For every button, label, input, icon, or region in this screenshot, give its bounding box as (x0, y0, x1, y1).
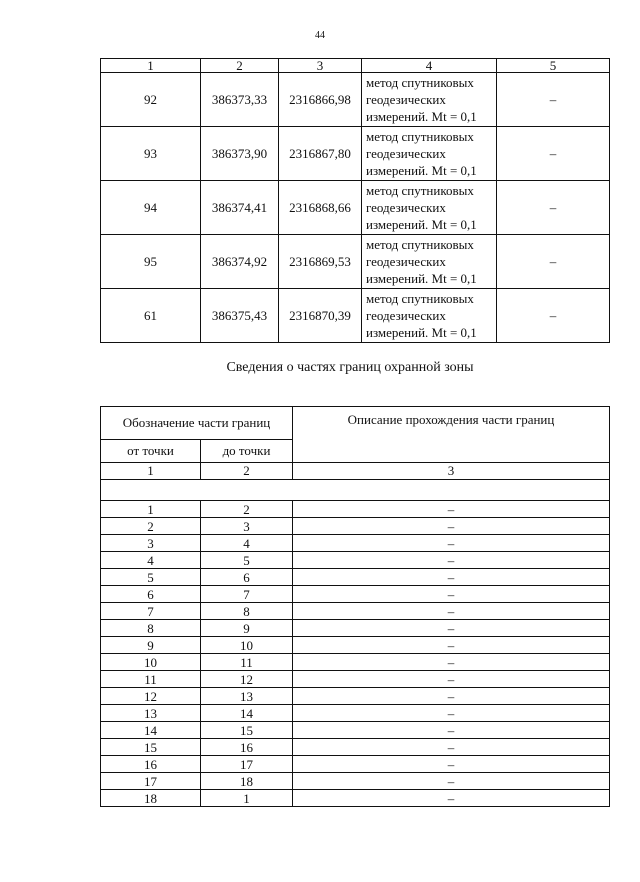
boundary-part-row (101, 654, 610, 671)
column-number: 1 (101, 463, 201, 480)
method-cell (362, 181, 497, 235)
method-line: измерений. Mt = 0,1 (366, 217, 477, 232)
description-cell: – (293, 552, 610, 569)
boundary-part-row (101, 620, 610, 637)
method-line: геодезических (366, 92, 446, 107)
from-point-cell: 10 (101, 654, 201, 671)
note-cell: – (497, 73, 610, 127)
from-point-cell: 4 (101, 552, 201, 569)
note-cell: – (497, 235, 610, 289)
method-cell (362, 235, 497, 289)
y-coordinate-cell: 2316870,39 (279, 289, 362, 343)
to-point-cell: 3 (201, 518, 293, 535)
method-line: измерений. Mt = 0,1 (366, 271, 477, 286)
description-cell: – (293, 569, 610, 586)
y-coordinate-cell: 2316868,66 (279, 181, 362, 235)
method-line: метод спутниковых (366, 183, 474, 198)
from-point-cell: 12 (101, 688, 201, 705)
y-coordinate-cell: 2316867,80 (279, 127, 362, 181)
boundary-part-row (101, 773, 610, 790)
coords-row (101, 73, 610, 127)
parts-header-row (101, 407, 610, 440)
coords-header-cell: 4 (362, 59, 497, 73)
boundary-part-row (101, 739, 610, 756)
boundary-part-row (101, 603, 610, 620)
parts-empty-row (101, 480, 610, 501)
page-number: 44 (315, 30, 325, 41)
from-point-cell: 9 (101, 637, 201, 654)
method-cell (362, 289, 497, 343)
to-point-cell: 1 (201, 790, 293, 807)
description-cell: – (293, 705, 610, 722)
description-cell: – (293, 722, 610, 739)
y-coordinate-cell: 2316866,98 (279, 73, 362, 127)
boundary-part-row (101, 535, 610, 552)
coords-row (101, 289, 610, 343)
x-coordinate-cell: 386373,90 (201, 127, 279, 181)
x-coordinate-cell: 386374,41 (201, 181, 279, 235)
from-point-header: от точки (101, 440, 201, 463)
method-cell (362, 73, 497, 127)
column-number: 3 (293, 463, 610, 480)
to-point-cell: 16 (201, 739, 293, 756)
from-point-cell: 18 (101, 790, 201, 807)
description-cell: – (293, 773, 610, 790)
boundary-part-row (101, 586, 610, 603)
y-coordinate-cell: 2316869,53 (279, 235, 362, 289)
description-cell: – (293, 501, 610, 518)
from-point-cell: 6 (101, 586, 201, 603)
note-cell: – (497, 127, 610, 181)
boundary-parts-table (100, 406, 610, 807)
method-line: метод спутниковых (366, 129, 474, 144)
to-point-cell: 15 (201, 722, 293, 739)
point-cell: 94 (101, 181, 201, 235)
from-point-cell: 7 (101, 603, 201, 620)
to-point-cell: 4 (201, 535, 293, 552)
method-line: измерений. Mt = 0,1 (366, 109, 477, 124)
description-cell: – (293, 756, 610, 773)
to-point-cell: 13 (201, 688, 293, 705)
boundary-part-row (101, 501, 610, 518)
x-coordinate-cell: 386375,43 (201, 289, 279, 343)
from-point-cell: 15 (101, 739, 201, 756)
from-point-cell: 16 (101, 756, 201, 773)
to-point-cell: 2 (201, 501, 293, 518)
to-point-cell: 9 (201, 620, 293, 637)
empty-cell (101, 480, 610, 501)
description-cell: – (293, 637, 610, 654)
note-cell: – (497, 181, 610, 235)
method-line: метод спутниковых (366, 291, 474, 306)
to-point-cell: 18 (201, 773, 293, 790)
to-point-header: до точки (201, 440, 293, 463)
to-point-cell: 17 (201, 756, 293, 773)
from-point-cell: 1 (101, 501, 201, 518)
boundary-part-row (101, 637, 610, 654)
to-point-cell: 7 (201, 586, 293, 603)
coords-header-row (101, 59, 610, 73)
boundary-part-row (101, 790, 610, 807)
boundary-part-row (101, 518, 610, 535)
coords-row (101, 181, 610, 235)
boundary-part-row (101, 569, 610, 586)
method-line: геодезических (366, 308, 446, 323)
description-cell: – (293, 790, 610, 807)
to-point-cell: 11 (201, 654, 293, 671)
description-cell: – (293, 535, 610, 552)
boundary-part-row (101, 671, 610, 688)
section-title: Сведения о частях границ охранной зоны (226, 360, 474, 375)
coords-header-cell: 5 (497, 59, 610, 73)
method-line: измерений. Mt = 0,1 (366, 325, 477, 340)
point-cell: 61 (101, 289, 201, 343)
method-line: измерений. Mt = 0,1 (366, 163, 477, 178)
description-cell: – (293, 671, 610, 688)
from-point-cell: 3 (101, 535, 201, 552)
description-cell: – (293, 620, 610, 637)
description-cell: – (293, 518, 610, 535)
method-line: геодезических (366, 146, 446, 161)
from-point-cell: 2 (101, 518, 201, 535)
from-point-cell: 17 (101, 773, 201, 790)
to-point-cell: 10 (201, 637, 293, 654)
from-point-cell: 11 (101, 671, 201, 688)
boundary-part-row (101, 552, 610, 569)
description-cell: – (293, 603, 610, 620)
description-header: Описание прохождения части границ (293, 407, 610, 463)
description-cell: – (293, 654, 610, 671)
to-point-cell: 12 (201, 671, 293, 688)
parts-column-numbers-row (101, 463, 610, 480)
from-point-cell: 5 (101, 569, 201, 586)
boundary-part-row (101, 705, 610, 722)
to-point-cell: 6 (201, 569, 293, 586)
designation-header: Обозначение части границ (101, 407, 293, 440)
coords-row (101, 127, 610, 181)
to-point-cell: 8 (201, 603, 293, 620)
coords-row (101, 235, 610, 289)
description-cell: – (293, 586, 610, 603)
method-line: геодезических (366, 254, 446, 269)
from-point-cell: 8 (101, 620, 201, 637)
boundary-part-row (101, 688, 610, 705)
point-cell: 92 (101, 73, 201, 127)
boundary-part-row (101, 722, 610, 739)
method-cell (362, 127, 497, 181)
from-point-cell: 14 (101, 722, 201, 739)
x-coordinate-cell: 386373,33 (201, 73, 279, 127)
description-cell: – (293, 739, 610, 756)
method-line: метод спутниковых (366, 237, 474, 252)
method-line: метод спутниковых (366, 75, 474, 90)
method-line: геодезических (366, 200, 446, 215)
description-cell: – (293, 688, 610, 705)
coords-header-cell: 1 (101, 59, 201, 73)
from-point-cell: 13 (101, 705, 201, 722)
x-coordinate-cell: 386374,92 (201, 235, 279, 289)
point-cell: 95 (101, 235, 201, 289)
coordinates-table (100, 58, 610, 343)
point-cell: 93 (101, 127, 201, 181)
coords-header-cell: 3 (279, 59, 362, 73)
note-cell: – (497, 289, 610, 343)
column-number: 2 (201, 463, 293, 480)
to-point-cell: 5 (201, 552, 293, 569)
coords-header-cell: 2 (201, 59, 279, 73)
boundary-part-row (101, 756, 610, 773)
to-point-cell: 14 (201, 705, 293, 722)
